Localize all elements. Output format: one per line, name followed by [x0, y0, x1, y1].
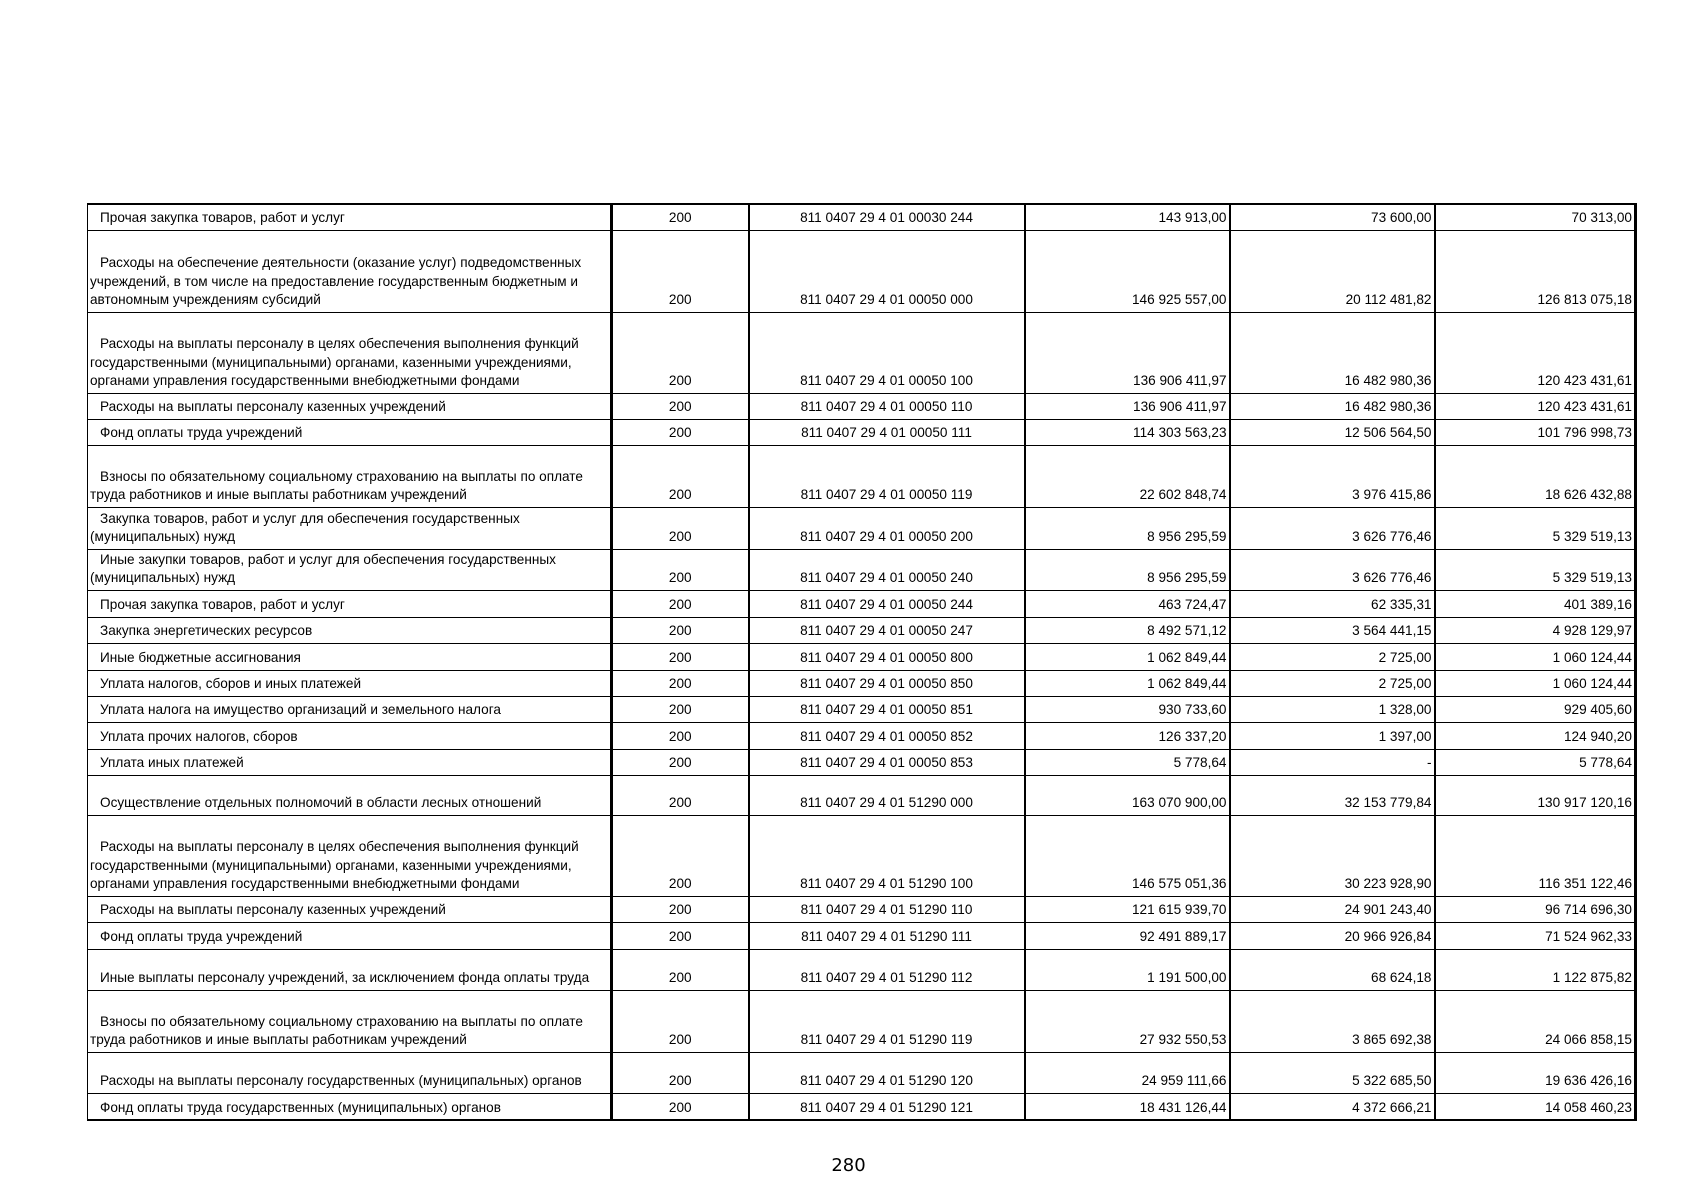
row-kbk-cell: 811 0407 29 4 01 00050 200 — [749, 507, 1025, 549]
row-code-cell: 200 — [612, 670, 749, 696]
row-unexecuted-cell: 124 940,20 — [1435, 722, 1636, 749]
row-kbk-cell: 811 0407 29 4 01 00050 244 — [749, 590, 1025, 617]
row-name-text: Взносы по обязательному социальному страхованию на выплаты по оплате труда работников и иные выплаты работникам учреждений — [90, 1013, 583, 1047]
row-approved-cell: 930 733,60 — [1025, 696, 1230, 722]
row-name-cell — [88, 617, 612, 643]
row-name-text: Иные бюджетные ассигнования — [100, 650, 301, 665]
row-name-text: Фонд оплаты труда учреждений — [100, 929, 303, 944]
row-unexecuted-cell: 1 060 124,44 — [1435, 643, 1636, 670]
table-row — [88, 722, 1636, 749]
row-code-cell: 200 — [612, 775, 749, 815]
row-executed-cell: 20 112 481,82 — [1230, 230, 1435, 312]
row-unexecuted-cell: 5 778,64 — [1435, 749, 1636, 775]
row-approved-cell: 136 906 411,97 — [1025, 393, 1230, 419]
row-unexecuted-cell: 101 796 998,73 — [1435, 419, 1636, 445]
table-row — [88, 230, 1636, 312]
row-executed-cell: 32 153 779,84 — [1230, 775, 1435, 815]
table-row — [88, 419, 1636, 445]
row-executed-cell: 5 322 685,50 — [1230, 1052, 1435, 1093]
table-row — [88, 617, 1636, 643]
row-name-text: Прочая закупка товаров, работ и услуг — [100, 210, 345, 225]
row-name-text: Расходы на обеспечение деятельности (оказание услуг) подведомственных учреждений, в том числе на предоставление государственным бюджетным и автономным учреждениям субсидий — [90, 255, 582, 307]
table-row — [88, 696, 1636, 722]
row-name-text: Взносы по обязательному социальному страхованию на выплаты по оплате труда работников и иные выплаты работникам учреждений — [90, 468, 583, 502]
row-unexecuted-cell: 19 636 426,16 — [1435, 1052, 1636, 1093]
table-row — [88, 507, 1636, 549]
row-kbk-cell: 811 0407 29 4 01 00050 119 — [749, 445, 1025, 507]
row-executed-cell: 3 626 776,46 — [1230, 507, 1435, 549]
row-code-cell: 200 — [612, 312, 749, 393]
row-code-cell: 200 — [612, 549, 749, 590]
row-kbk-cell: 811 0407 29 4 01 51290 100 — [749, 815, 1025, 896]
row-name-cell — [88, 204, 612, 230]
row-name-text: Закупка энергетических ресурсов — [100, 623, 313, 638]
row-kbk-cell: 811 0407 29 4 01 00050 853 — [749, 749, 1025, 775]
row-name-text: Прочая закупка товаров, работ и услуг — [100, 597, 345, 612]
row-name-cell — [88, 775, 612, 815]
page-number: 280 — [831, 1155, 866, 1176]
table-row — [88, 393, 1636, 419]
row-name-cell — [88, 393, 612, 419]
row-approved-cell: 92 491 889,17 — [1025, 922, 1230, 949]
row-code-cell: 200 — [612, 896, 749, 922]
row-code-cell: 200 — [612, 922, 749, 949]
row-name-text: Расходы на выплаты персоналу государственных (муниципальных) органов — [100, 1073, 582, 1088]
row-approved-cell: 22 602 848,74 — [1025, 445, 1230, 507]
row-executed-cell: 3 976 415,86 — [1230, 445, 1435, 507]
row-unexecuted-cell: 1 122 875,82 — [1435, 949, 1636, 990]
row-executed-cell: 3 865 692,38 — [1230, 990, 1435, 1052]
row-executed-cell: 62 335,31 — [1230, 590, 1435, 617]
table-row — [88, 670, 1636, 696]
table-row — [88, 896, 1636, 922]
row-kbk-cell: 811 0407 29 4 01 51290 112 — [749, 949, 1025, 990]
row-name-cell — [88, 230, 612, 312]
budget-table — [87, 203, 1637, 1121]
row-unexecuted-cell: 4 928 129,97 — [1435, 617, 1636, 643]
row-unexecuted-cell: 71 524 962,33 — [1435, 922, 1636, 949]
row-name-cell — [88, 749, 612, 775]
row-name-cell — [88, 990, 612, 1052]
row-kbk-cell: 811 0407 29 4 01 00050 852 — [749, 722, 1025, 749]
row-unexecuted-cell: 1 060 124,44 — [1435, 670, 1636, 696]
row-name-cell — [88, 445, 612, 507]
row-code-cell: 200 — [612, 749, 749, 775]
row-executed-cell: 20 966 926,84 — [1230, 922, 1435, 949]
row-code-cell: 200 — [612, 990, 749, 1052]
row-unexecuted-cell: 401 389,16 — [1435, 590, 1636, 617]
row-approved-cell: 126 337,20 — [1025, 722, 1230, 749]
row-kbk-cell: 811 0407 29 4 01 51290 111 — [749, 922, 1025, 949]
row-approved-cell: 8 956 295,59 — [1025, 507, 1230, 549]
row-code-cell: 200 — [612, 815, 749, 896]
row-name-text: Иные закупки товаров, работ и услуг для обеспечения государственных (муниципальных) нужд — [90, 551, 556, 585]
table-row — [88, 949, 1636, 990]
row-name-cell — [88, 549, 612, 590]
row-unexecuted-cell: 126 813 075,18 — [1435, 230, 1636, 312]
row-code-cell: 200 — [612, 507, 749, 549]
row-unexecuted-cell: 18 626 432,88 — [1435, 445, 1636, 507]
row-approved-cell: 163 070 900,00 — [1025, 775, 1230, 815]
row-code-cell: 200 — [612, 445, 749, 507]
row-name-cell — [88, 312, 612, 393]
row-code-cell: 200 — [612, 617, 749, 643]
row-approved-cell: 8 956 295,59 — [1025, 549, 1230, 590]
table-row — [88, 775, 1636, 815]
row-approved-cell: 121 615 939,70 — [1025, 896, 1230, 922]
row-kbk-cell: 811 0407 29 4 01 00050 110 — [749, 393, 1025, 419]
row-executed-cell: 68 624,18 — [1230, 949, 1435, 990]
row-unexecuted-cell: 14 058 460,23 — [1435, 1093, 1636, 1120]
row-name-cell — [88, 643, 612, 670]
row-name-cell — [88, 507, 612, 549]
row-name-text: Расходы на выплаты персоналу в целях обеспечения выполнения функций государственными (муниципальными) органами, казенными учреждениями, органами управления государственными внебюджетными фондами — [90, 336, 579, 388]
row-name-cell — [88, 696, 612, 722]
row-unexecuted-cell: 929 405,60 — [1435, 696, 1636, 722]
row-approved-cell: 5 778,64 — [1025, 749, 1230, 775]
row-name-text: Расходы на выплаты персоналу в целях обеспечения выполнения функций государственными (муниципальными) органами, казенными учреждениями, органами управления государственными внебюджетными фондами — [90, 839, 579, 891]
row-name-text: Расходы на выплаты персоналу казенных учреждений — [100, 399, 446, 414]
row-executed-cell: - — [1230, 749, 1435, 775]
row-kbk-cell: 811 0407 29 4 01 51290 110 — [749, 896, 1025, 922]
row-executed-cell: 3 626 776,46 — [1230, 549, 1435, 590]
row-code-cell: 200 — [612, 393, 749, 419]
table-row — [88, 590, 1636, 617]
row-name-text: Уплата прочих налогов, сборов — [100, 729, 298, 744]
row-approved-cell: 1 062 849,44 — [1025, 643, 1230, 670]
row-executed-cell: 2 725,00 — [1230, 670, 1435, 696]
row-unexecuted-cell: 5 329 519,13 — [1435, 549, 1636, 590]
row-name-cell — [88, 670, 612, 696]
row-approved-cell: 27 932 550,53 — [1025, 990, 1230, 1052]
row-kbk-cell: 811 0407 29 4 01 51290 000 — [749, 775, 1025, 815]
row-code-cell: 200 — [612, 590, 749, 617]
row-executed-cell: 30 223 928,90 — [1230, 815, 1435, 896]
row-name-text: Фонд оплаты труда учреждений — [100, 425, 303, 440]
row-name-text: Иные выплаты персоналу учреждений, за исключением фонда оплаты труда — [100, 970, 590, 985]
row-name-cell — [88, 419, 612, 445]
row-unexecuted-cell: 24 066 858,15 — [1435, 990, 1636, 1052]
row-unexecuted-cell: 120 423 431,61 — [1435, 312, 1636, 393]
row-name-cell — [88, 949, 612, 990]
row-approved-cell: 143 913,00 — [1025, 204, 1230, 230]
row-name-cell — [88, 722, 612, 749]
budget-table-body — [88, 204, 1636, 1120]
row-name-cell — [88, 922, 612, 949]
row-approved-cell: 18 431 126,44 — [1025, 1093, 1230, 1120]
row-name-cell — [88, 1093, 612, 1120]
row-name-text: Уплата налога на имущество организаций и земельного налога — [100, 702, 501, 717]
table-row — [88, 922, 1636, 949]
row-kbk-cell: 811 0407 29 4 01 00050 111 — [749, 419, 1025, 445]
row-kbk-cell: 811 0407 29 4 01 00050 240 — [749, 549, 1025, 590]
row-code-cell: 200 — [612, 722, 749, 749]
row-code-cell: 200 — [612, 1052, 749, 1093]
row-unexecuted-cell: 70 313,00 — [1435, 204, 1636, 230]
row-code-cell: 200 — [612, 204, 749, 230]
row-executed-cell: 16 482 980,36 — [1230, 393, 1435, 419]
row-approved-cell: 8 492 571,12 — [1025, 617, 1230, 643]
row-kbk-cell: 811 0407 29 4 01 00050 247 — [749, 617, 1025, 643]
row-executed-cell: 24 901 243,40 — [1230, 896, 1435, 922]
row-executed-cell: 2 725,00 — [1230, 643, 1435, 670]
row-code-cell: 200 — [612, 949, 749, 990]
row-unexecuted-cell: 130 917 120,16 — [1435, 775, 1636, 815]
row-unexecuted-cell: 96 714 696,30 — [1435, 896, 1636, 922]
table-row — [88, 549, 1636, 590]
row-unexecuted-cell: 120 423 431,61 — [1435, 393, 1636, 419]
row-code-cell: 200 — [612, 1093, 749, 1120]
table-row — [88, 1093, 1636, 1120]
table-row — [88, 445, 1636, 507]
row-executed-cell: 4 372 666,21 — [1230, 1093, 1435, 1120]
row-name-text: Уплата иных платежей — [100, 755, 244, 770]
table-row — [88, 749, 1636, 775]
row-approved-cell: 146 575 051,36 — [1025, 815, 1230, 896]
row-approved-cell: 463 724,47 — [1025, 590, 1230, 617]
row-name-text: Расходы на выплаты персоналу казенных учреждений — [100, 902, 446, 917]
row-executed-cell: 1 328,00 — [1230, 696, 1435, 722]
row-kbk-cell: 811 0407 29 4 01 51290 121 — [749, 1093, 1025, 1120]
row-kbk-cell: 811 0407 29 4 01 00030 244 — [749, 204, 1025, 230]
row-executed-cell: 16 482 980,36 — [1230, 312, 1435, 393]
row-code-cell: 200 — [612, 230, 749, 312]
row-kbk-cell: 811 0407 29 4 01 00050 800 — [749, 643, 1025, 670]
row-name-text: Закупка товаров, работ и услуг для обеспечения государственных (муниципальных) нужд — [90, 510, 520, 544]
row-executed-cell: 1 397,00 — [1230, 722, 1435, 749]
table-row — [88, 990, 1636, 1052]
row-name-cell — [88, 896, 612, 922]
row-executed-cell: 3 564 441,15 — [1230, 617, 1435, 643]
table-row — [88, 815, 1636, 896]
row-executed-cell: 12 506 564,50 — [1230, 419, 1435, 445]
row-unexecuted-cell: 116 351 122,46 — [1435, 815, 1636, 896]
row-code-cell: 200 — [612, 696, 749, 722]
row-kbk-cell: 811 0407 29 4 01 00050 851 — [749, 696, 1025, 722]
table-row — [88, 1052, 1636, 1093]
row-kbk-cell: 811 0407 29 4 01 00050 850 — [749, 670, 1025, 696]
table-row — [88, 312, 1636, 393]
row-name-text: Осуществление отдельных полномочий в области лесных отношений — [100, 795, 542, 810]
row-approved-cell: 24 959 111,66 — [1025, 1052, 1230, 1093]
row-unexecuted-cell: 5 329 519,13 — [1435, 507, 1636, 549]
row-approved-cell: 1 062 849,44 — [1025, 670, 1230, 696]
table-row — [88, 643, 1636, 670]
row-approved-cell: 114 303 563,23 — [1025, 419, 1230, 445]
row-kbk-cell: 811 0407 29 4 01 00050 100 — [749, 312, 1025, 393]
row-kbk-cell: 811 0407 29 4 01 51290 120 — [749, 1052, 1025, 1093]
row-code-cell: 200 — [612, 419, 749, 445]
row-kbk-cell: 811 0407 29 4 01 51290 119 — [749, 990, 1025, 1052]
row-name-cell — [88, 1052, 612, 1093]
row-executed-cell: 73 600,00 — [1230, 204, 1435, 230]
table-row — [88, 204, 1636, 230]
row-name-cell — [88, 590, 612, 617]
row-name-text: Уплата налогов, сборов и иных платежей — [100, 676, 362, 691]
row-name-cell — [88, 815, 612, 896]
row-name-text: Фонд оплаты труда государственных (муниципальных) органов — [100, 1099, 501, 1115]
row-kbk-cell: 811 0407 29 4 01 00050 000 — [749, 230, 1025, 312]
row-approved-cell: 1 191 500,00 — [1025, 949, 1230, 990]
row-approved-cell: 146 925 557,00 — [1025, 230, 1230, 312]
row-code-cell: 200 — [612, 643, 749, 670]
row-approved-cell: 136 906 411,97 — [1025, 312, 1230, 393]
